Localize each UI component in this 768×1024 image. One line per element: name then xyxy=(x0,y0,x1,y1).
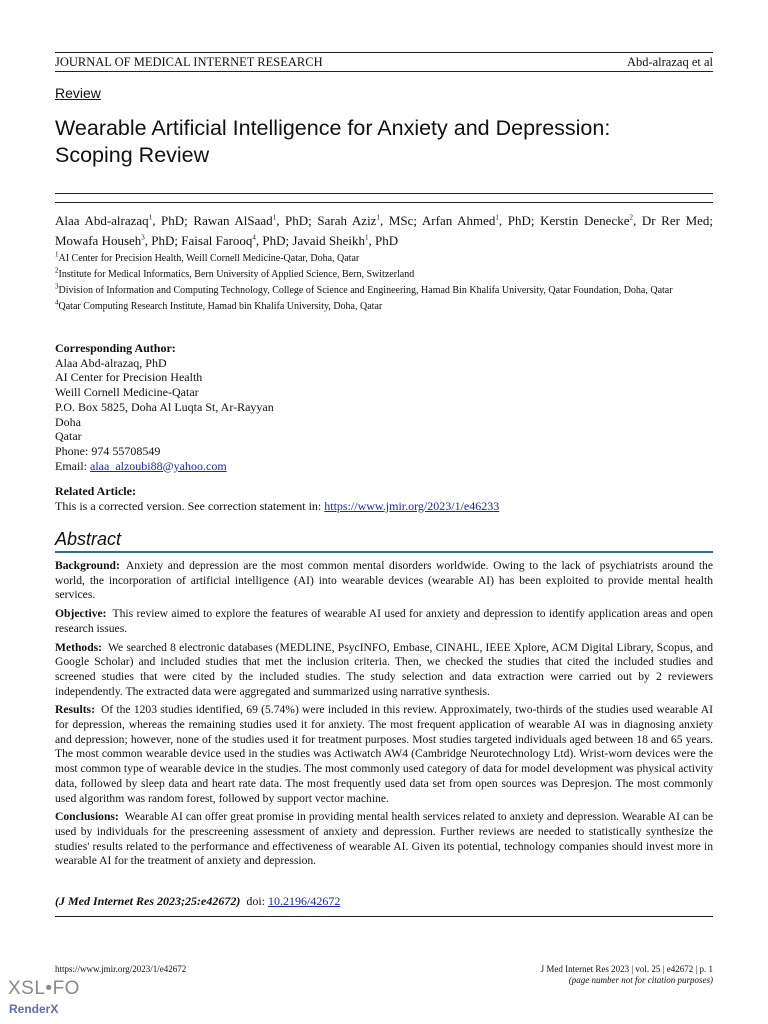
correction-link[interactable]: https://www.jmir.org/2023/1/e46233 xyxy=(324,498,500,513)
affiliation-item xyxy=(55,300,713,313)
abstract-section-label: Background: xyxy=(55,559,120,572)
author-degree: , MSc; xyxy=(379,213,422,228)
abstract-section xyxy=(55,641,713,700)
citation-ref: (J Med Internet Res 2023;25:e42672) xyxy=(55,894,241,908)
affiliation-text: AI Center for Precision Health, Weill Cornell Medicine-Qatar, Doha, Qatar xyxy=(58,253,360,264)
author-affiliation-marker: 1 xyxy=(272,213,277,222)
affiliation-number: 2 xyxy=(55,266,59,275)
corresponding-line: P.O. Box 5825, Doha Al Luqta St, Ar-Rayyan xyxy=(55,399,274,414)
related-heading: Related Article: xyxy=(55,484,136,498)
footer-url: https://www.jmir.org/2023/1/e42672 xyxy=(55,964,187,974)
abstract-section-text: We searched 8 electronic databases (MEDLINE, PsycINFO, Embase, CINAHL, IEEE Xplore, ACM Digital Library, Scopus, and Google Scholar) and included studies that met the inclusion criteria. Then, we checked the studies that cited the included studies and screened studies that were cited by the included studies. The study selection and data extraction were carried out by 2 reviewers independently. The extracted data were aggregated and summarized using narrative synthesis. xyxy=(55,640,713,698)
abstract-section-label: Conclusions: xyxy=(55,810,119,824)
affiliation-item xyxy=(55,268,713,281)
author-degree: , PhD; xyxy=(498,213,541,228)
abstract-section xyxy=(55,703,713,806)
footer-rule xyxy=(55,916,713,917)
author-degree: , PhD xyxy=(368,233,399,248)
abstract-section-text: Of the 1203 studies identified, 69 (5.74%) were included in this review. Approximately, two-thirds of the studies used wearable AI for depression, whereas the remaining studies used it for anxiety. The most frequent application of wearable AI was in diagnosing anxiety and depression; however, none of the studies used it for treatment purposes. Most studies targeted individuals aged between 18 and 65 years. The most common wearable device used in the studies was Actiwatch AW4 (Cambridge Neurotechnology Ltd). Wrist-worn devices were the most common type of wearable device in the studies. The most commonly used category of data for model development was physical activity data, followed by sleep data and heart rate data. The most frequently used data set from open sources was Depresjon. The most commonly used algorithm was random forest, followed by support vector machine. xyxy=(55,703,713,805)
corresponding-line: Qatar xyxy=(55,429,82,444)
title-top-rule xyxy=(55,193,713,194)
affiliation-number: 3 xyxy=(55,282,59,291)
email-link[interactable]: alaa_alzoubi88@yahoo.com xyxy=(90,458,227,473)
email-line xyxy=(55,459,274,474)
author-short: Abd-alrazaq et al xyxy=(626,55,713,69)
author-degree: , PhD; xyxy=(255,233,293,248)
abstract-section-label: Methods: xyxy=(55,640,103,654)
related-text: This is a corrected version. See correction statement in: xyxy=(55,498,325,513)
article-title xyxy=(55,115,713,169)
doi-link[interactable]: 10.2196/42672 xyxy=(268,894,341,908)
corresponding-line: Weill Cornell Medicine-Qatar xyxy=(55,385,199,400)
affiliation-item xyxy=(55,284,713,297)
author-name: Sarah Aziz xyxy=(317,213,377,228)
abstract-section-text: Anxiety and depression are the most common mental disorders worldwide. Owing to the lack of psychiatrists around the world, the incorporation of artificial intelligence (AI) into wearable devices (wearable AI) has been exploited to provide mental health services. xyxy=(55,559,713,602)
author-affiliation-marker: 3 xyxy=(141,233,145,242)
title-bottom-rule xyxy=(55,202,713,203)
corresponding-heading: Corresponding Author: xyxy=(55,341,176,355)
author-name: Mowafa Househ xyxy=(55,233,142,248)
author-name: Alaa Abd-alrazaq xyxy=(55,213,149,228)
title-line-1: Wearable Artificial Intelligence for Anxiety and Depression: xyxy=(55,116,611,140)
affiliation-text: Qatar Computing Research Institute, Hamad bin Khalifa University, Doha, Qatar xyxy=(58,301,383,312)
author-list xyxy=(55,211,713,251)
author-name: Arfan Ahmed xyxy=(421,213,496,228)
running-header xyxy=(55,52,713,72)
abstract-body xyxy=(55,559,713,873)
author-degree: , PhD; xyxy=(152,213,194,228)
author-affiliation-marker: 2 xyxy=(629,213,633,222)
journal-name: JOURNAL OF MEDICAL INTERNET RESEARCH xyxy=(55,55,323,69)
author-name: Faisal Farooq xyxy=(181,233,253,248)
author-name: Kerstin Denecke xyxy=(540,213,630,228)
citation-line xyxy=(55,894,340,909)
corresponding-line: Alaa Abd-alrazaq, PhD xyxy=(55,355,167,370)
abstract-section xyxy=(55,810,713,869)
affiliation-item xyxy=(55,252,713,265)
author-affiliation-marker: 4 xyxy=(252,233,256,242)
affiliation-number: 4 xyxy=(55,298,59,307)
author-affiliation-marker: 1 xyxy=(364,233,369,242)
author-degree: , Dr Rer Med; xyxy=(632,213,714,228)
abstract-section-label: Objective: xyxy=(55,607,107,621)
author-affiliation-marker: 1 xyxy=(376,213,380,222)
abstract-rule xyxy=(55,551,713,553)
corresponding-line: AI Center for Precision Health xyxy=(55,370,203,385)
affiliation-number: 1 xyxy=(55,250,59,259)
abstract-heading: Abstract xyxy=(55,529,122,549)
corresponding-lines xyxy=(55,356,274,459)
author-affiliation-marker: 1 xyxy=(495,213,499,222)
affiliations xyxy=(55,252,713,316)
corresponding-author xyxy=(55,341,274,473)
abstract-section-text: Wearable AI can offer great promise in providing mental health services related to anxiety and depression. Wearable AI can be used by individuals for the prescreening assessment of anxiety and depression. Further reviews are needed to statistically synthesize the studies' results related to the performance and effectiveness of wearable AI. Given its potential, technology companies should invest more in wearable AI for the treatment of anxiety and depression. xyxy=(55,810,713,868)
xslfo-logo: XSL•FO xyxy=(8,978,80,999)
affiliation-text: Division of Information and Computing Technology, College of Science and Engineering, Hamad Bin Khalifa University, Qatar Foundation, Doha, Qatar xyxy=(58,285,673,296)
doi-label: doi: xyxy=(246,894,265,908)
corresponding-line: Doha xyxy=(55,414,81,429)
author-degree: , PhD; xyxy=(276,213,318,228)
author-affiliation-marker: 1 xyxy=(148,213,153,222)
email-label: Email: xyxy=(55,458,90,473)
related-text-line xyxy=(55,499,713,514)
related-article xyxy=(55,484,713,513)
abstract-section xyxy=(55,559,713,603)
page-info: J Med Internet Res 2023 | vol. 25 | e42672 | p. 1 xyxy=(540,964,713,974)
abstract-section-text: This review aimed to explore the features of wearable AI used for anxiety and depression to identify application areas and open research issues. xyxy=(55,607,713,635)
author-name: Rawan AlSaad xyxy=(193,213,273,228)
abstract-section xyxy=(55,607,713,636)
title-line-2: Scoping Review xyxy=(55,143,210,167)
author-name: Javaid Sheikh xyxy=(292,233,365,248)
article-type-label: Review xyxy=(55,85,101,101)
citation-note: (page number not for citation purposes) xyxy=(568,975,713,985)
affiliation-text: Institute for Medical Informatics, Bern University of Applied Science, Bern, Switzerland xyxy=(58,269,415,280)
footer-page-info xyxy=(541,964,713,986)
author-degree: , PhD; xyxy=(144,233,182,248)
renderx-logo: RenderX xyxy=(9,1002,59,1016)
abstract-section-label: Results: xyxy=(55,703,95,717)
corresponding-line: Phone: 974 55708549 xyxy=(55,443,161,458)
